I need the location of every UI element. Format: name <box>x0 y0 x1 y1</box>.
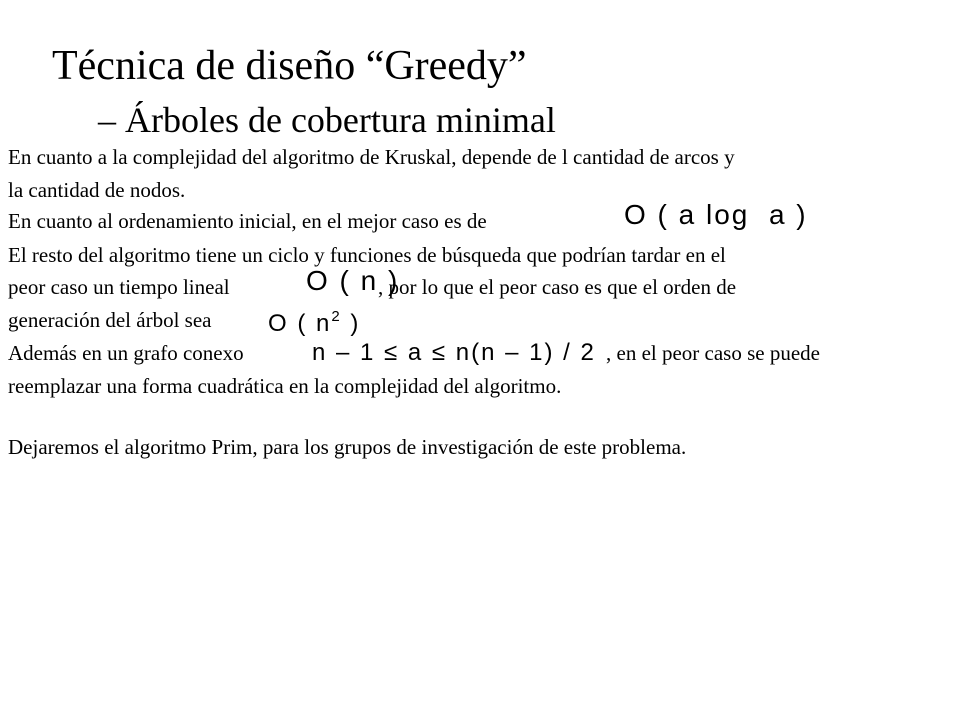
text-line-prim: Dejaremos el algoritmo Prim, para los grupos de investigación de este problema. <box>8 435 687 459</box>
formula-quadratic-exponent: 2 <box>331 308 342 325</box>
slide-subtitle: – Árboles de cobertura minimal <box>98 100 556 140</box>
formula-quadratic-base: O ( n <box>268 310 332 337</box>
text-line-kruskal-1: En cuanto a la complejidad del algoritmo de Kruskal, depende de l cantidad de arcos y <box>8 145 735 169</box>
slide-title: Técnica de diseño “Greedy” <box>52 43 527 89</box>
text-line-kruskal-2: la cantidad de nodos. <box>8 178 186 202</box>
formula-quadratic <box>268 302 360 339</box>
text-line-ordering: En cuanto al ordenamiento inicial, en el mejor caso es de <box>8 209 487 233</box>
formula-linear: O ( n ) <box>306 265 400 296</box>
text-line-rest-1: El resto del algoritmo tiene un ciclo y funciones de búsqueda que podrían tardar en el <box>8 243 726 267</box>
text-line-connected-1b: , en el peor caso se puede <box>606 341 820 365</box>
text-line-rest-2a: peor caso un tiempo lineal <box>8 275 230 299</box>
formula-bound: n – 1 ≤ a ≤ n(n – 1) / 2 <box>312 339 596 366</box>
text-line-rest-3: generación del árbol sea <box>8 308 212 332</box>
text-line-connected-1a: Además en un grafo conexo <box>8 341 244 365</box>
text-line-rest-2b: , por lo que el peor caso es que el orden de <box>378 275 737 299</box>
formula-a-log-a: O ( a log a ) <box>624 199 808 230</box>
text-line-connected-2: reemplazar una forma cuadrática en la complejidad del algoritmo. <box>8 374 562 398</box>
formula-quadratic-close: ) <box>341 310 361 337</box>
